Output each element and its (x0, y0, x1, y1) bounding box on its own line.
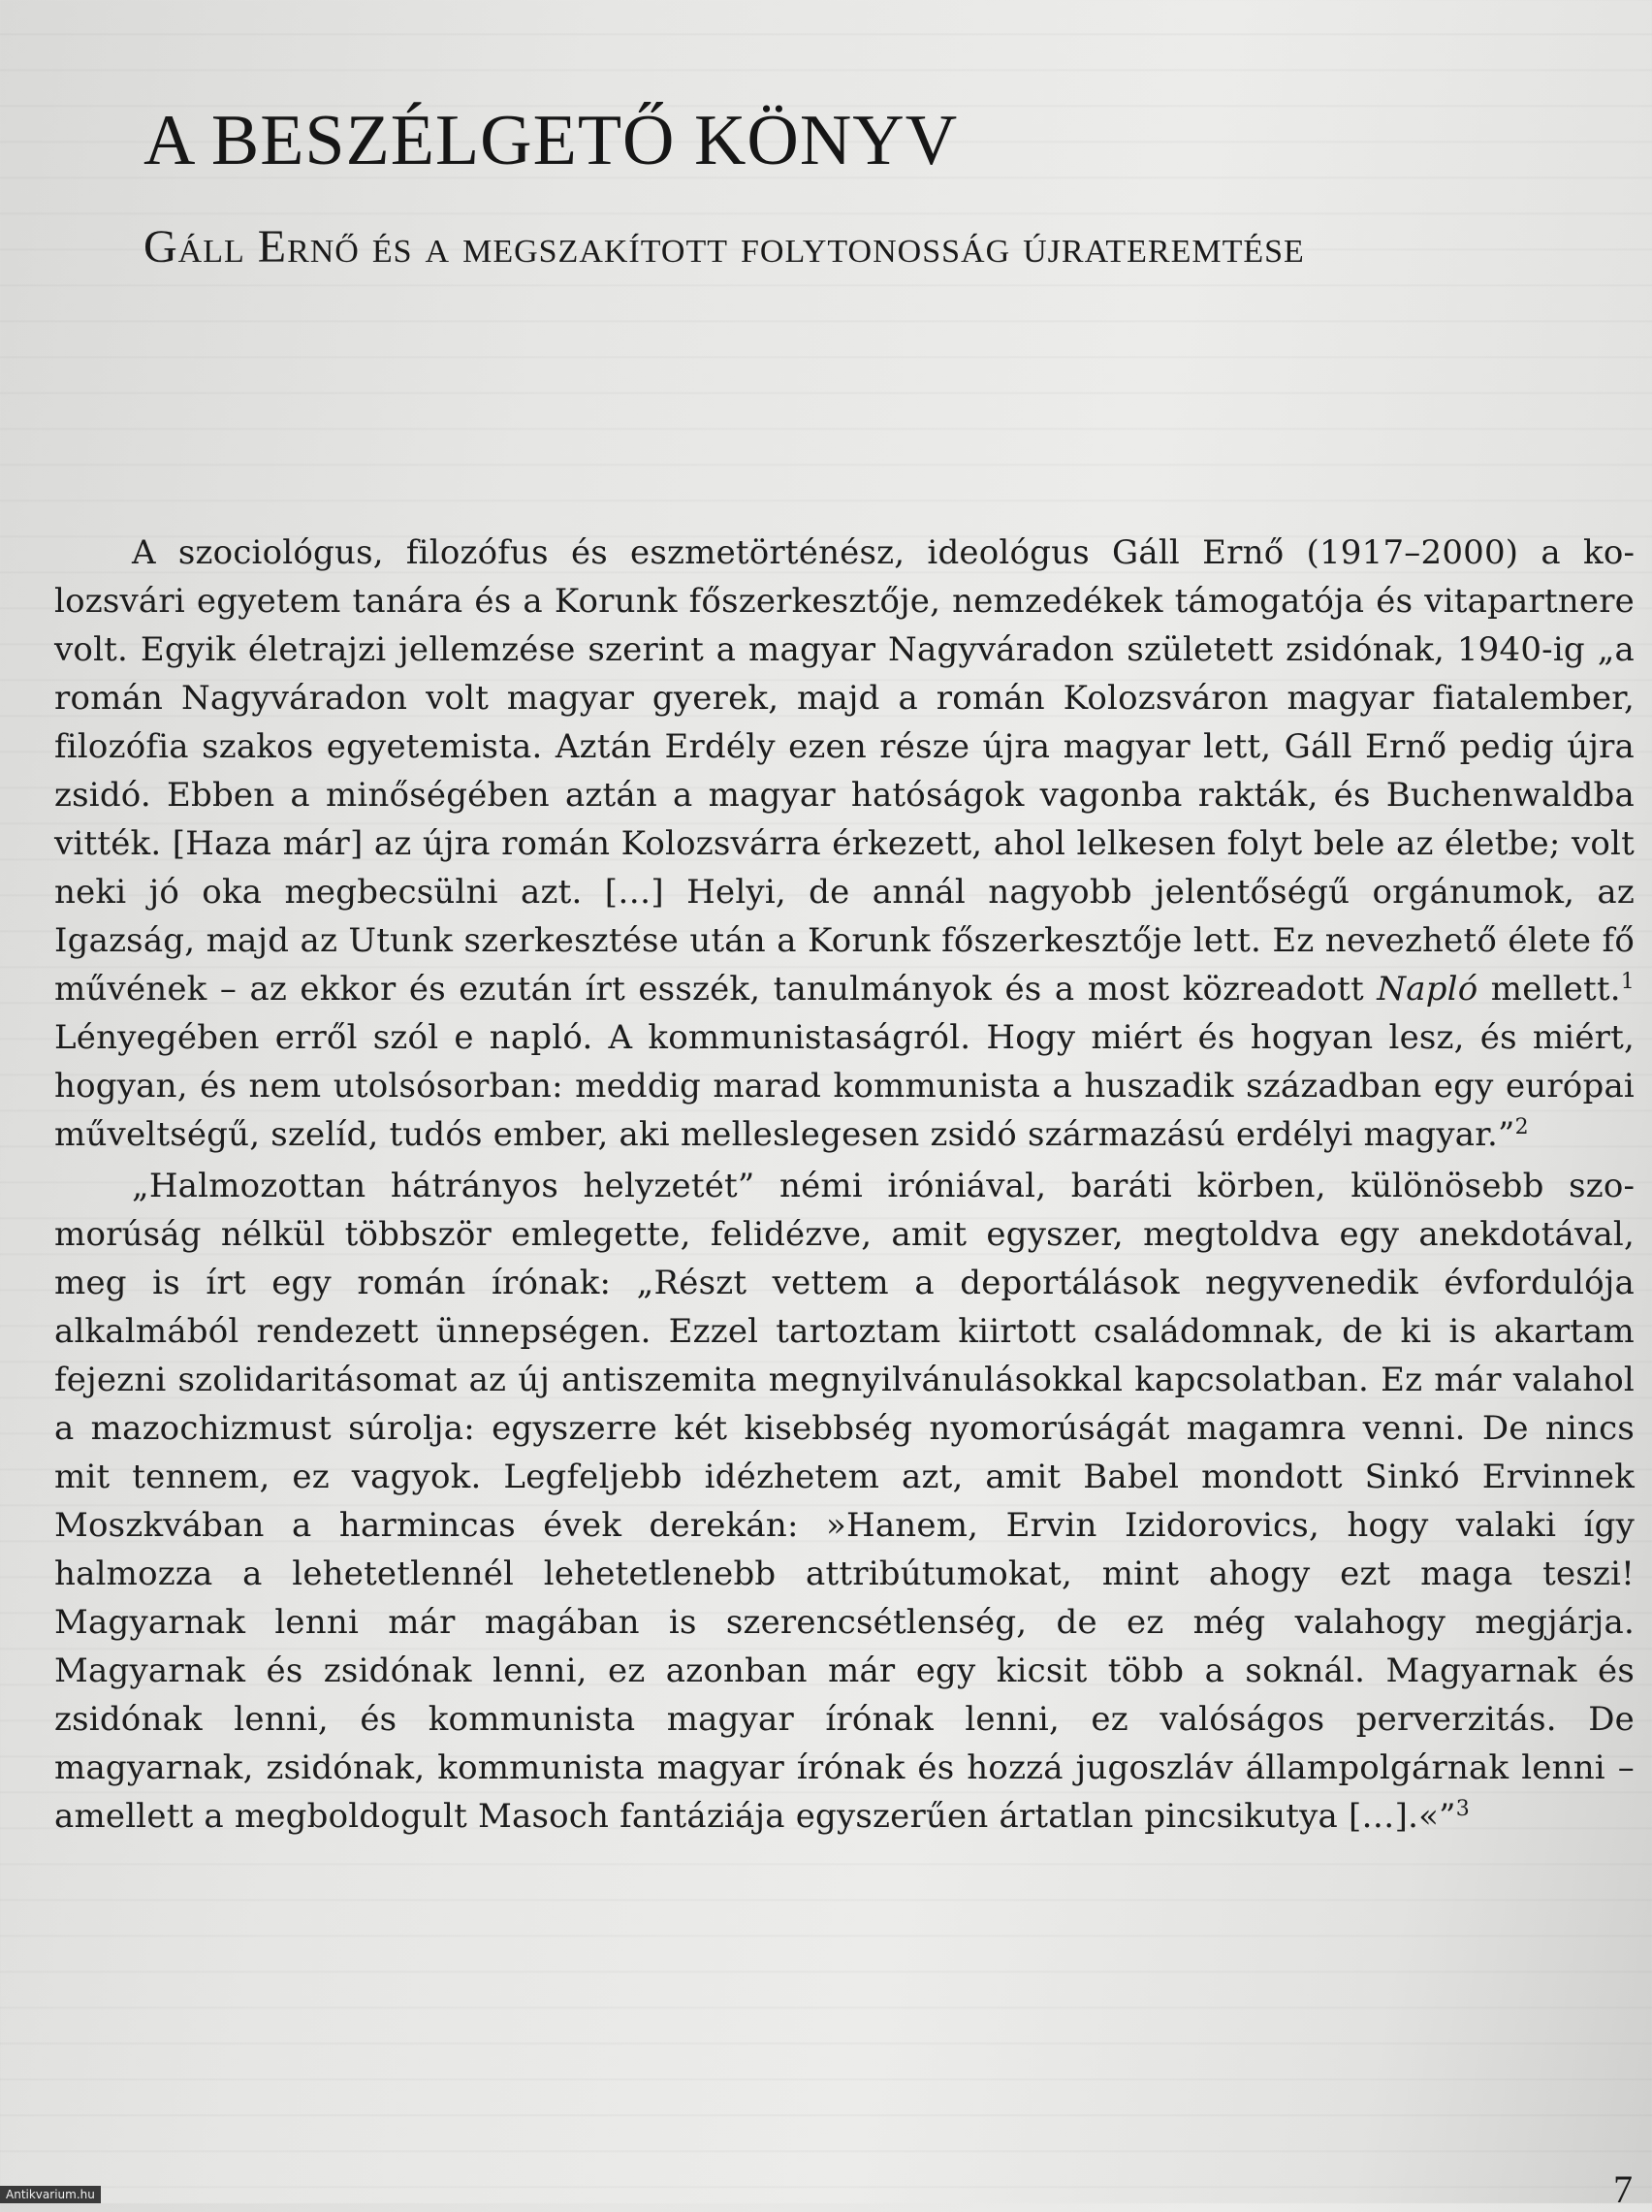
footnote-ref-2: 2 (1514, 1115, 1529, 1139)
paragraph-2 (54, 1162, 1635, 1841)
paragraph-2-text: „Halmozottan hátrányos helyzetét” némi iróniával, baráti körben, különösebb szomorúság nélkül többször emlegette, felidézve, amit egyszer, megtoldva egy anekdotával, meg is írt egy román írónak: „Részt vettem a deportálások negyvenedik évfordulója alkalmából rendezett ünnepségen. Ezzel tartoztam kiirtott családomnak, de ki is akartam fejezni szolidaritásomat az új antiszemita megnyilvánulásokkal kapcsolatban. Ez már valahol a mazochizmust súrolja: egyszerre két kisebbség nyomorúságát magamra venni. De nincs mit tennem, ez vagyok. Legfeljebb idézhetem azt, amit Babel mondott Sinkó Ervinnek Moszkvában a harmincas évek derekán: »Hanem, Ervin Izidorovics, hogy valaki így halmozza a lehetetlennél lehetetlenebb attribútumokat, mint ahogy ezt maga teszi! Magyarnak lenni már magában is szerencsétlenség, de ez még valahogy megjárja. Magyarnak és zsidónak lenni, ez azonban már egy kicsit több a soknál. Magyarnak és zsidónak lenni, és kommunista magyar írónak lenni, ez valóságos perverzitás. De magyarnak, zsidónak, kommunista magyar írónak és hozzá jugoszláv állampolgárnak lenni – amellett a megboldogult Masoch fantáziája egyszerűen ártatlan pincsikutya […].«” (54, 1167, 1635, 1836)
paragraph-1-text-end: Lényegében erről szól e napló. A kommunistaságról. Hogy miért és hogyan lesz, és miért, hogyan, és nem utolsósorban: meddig marad kommunista a huszadik században egy európai műveltségű, szelíd, tudós ember, aki melleslegesen zsidó származású erdélyi magyar.” (54, 1018, 1635, 1154)
page-number: 7 (1613, 2167, 1633, 2211)
paragraph-1-text-start: A szociológus, filozófus és eszmetörténész, ideológus Gáll Ernő (1917–2000) a kolozsvári egyetem tanára és a Korunk főszerkesztője, nemzedékek támogatója és vitapartnere volt. Egyik életrajzi jellemzése szerint a magyar Nagyváradon született zsidónak, 1940-ig „a román Nagyváradon volt magyar gyerek, majd a román Kolozsváron magyar fiatalember, filozófia szakos egyetemista. Aztán Erdély ezen része újra magyar lett, Gáll Ernő pedig újra zsidó. Ebben a minőségében aztán a magyar hatóságok vagonba rakták, és Buchenwaldba vitték. [Haza már] az újra román Kolozsvárra érkezett, ahol lelkesen folyt bele az életbe; volt neki jó oka megbecsülni azt. […] Helyi, de annál nagyobb jelentőségű orgánumok, az Igazság, majd az Utunk szerkesztése után a Korunk főszerkesztője lett. Ez nevezhető élete fő művének – az ekkor és ezután írt esszék, tanulmányok és a most közreadott (54, 533, 1635, 1009)
paragraph-1 (54, 529, 1635, 1159)
footnote-ref-3: 3 (1455, 1797, 1470, 1821)
chapter-subtitle: Gáll Ernő és a megszakított folytonosság újrateremtése (143, 221, 1305, 272)
footnote-ref-1: 1 (1620, 970, 1635, 994)
paragraph-1-text-middle: mellett. (1477, 970, 1621, 1009)
book-title-naplo: Napló (1377, 970, 1478, 1009)
watermark-label: Antikvarium.hu (0, 2186, 101, 2203)
body-text (54, 529, 1635, 1841)
chapter-heading (143, 97, 1404, 289)
chapter-title: A BESZÉLGETŐ KÖNYV (143, 101, 959, 180)
